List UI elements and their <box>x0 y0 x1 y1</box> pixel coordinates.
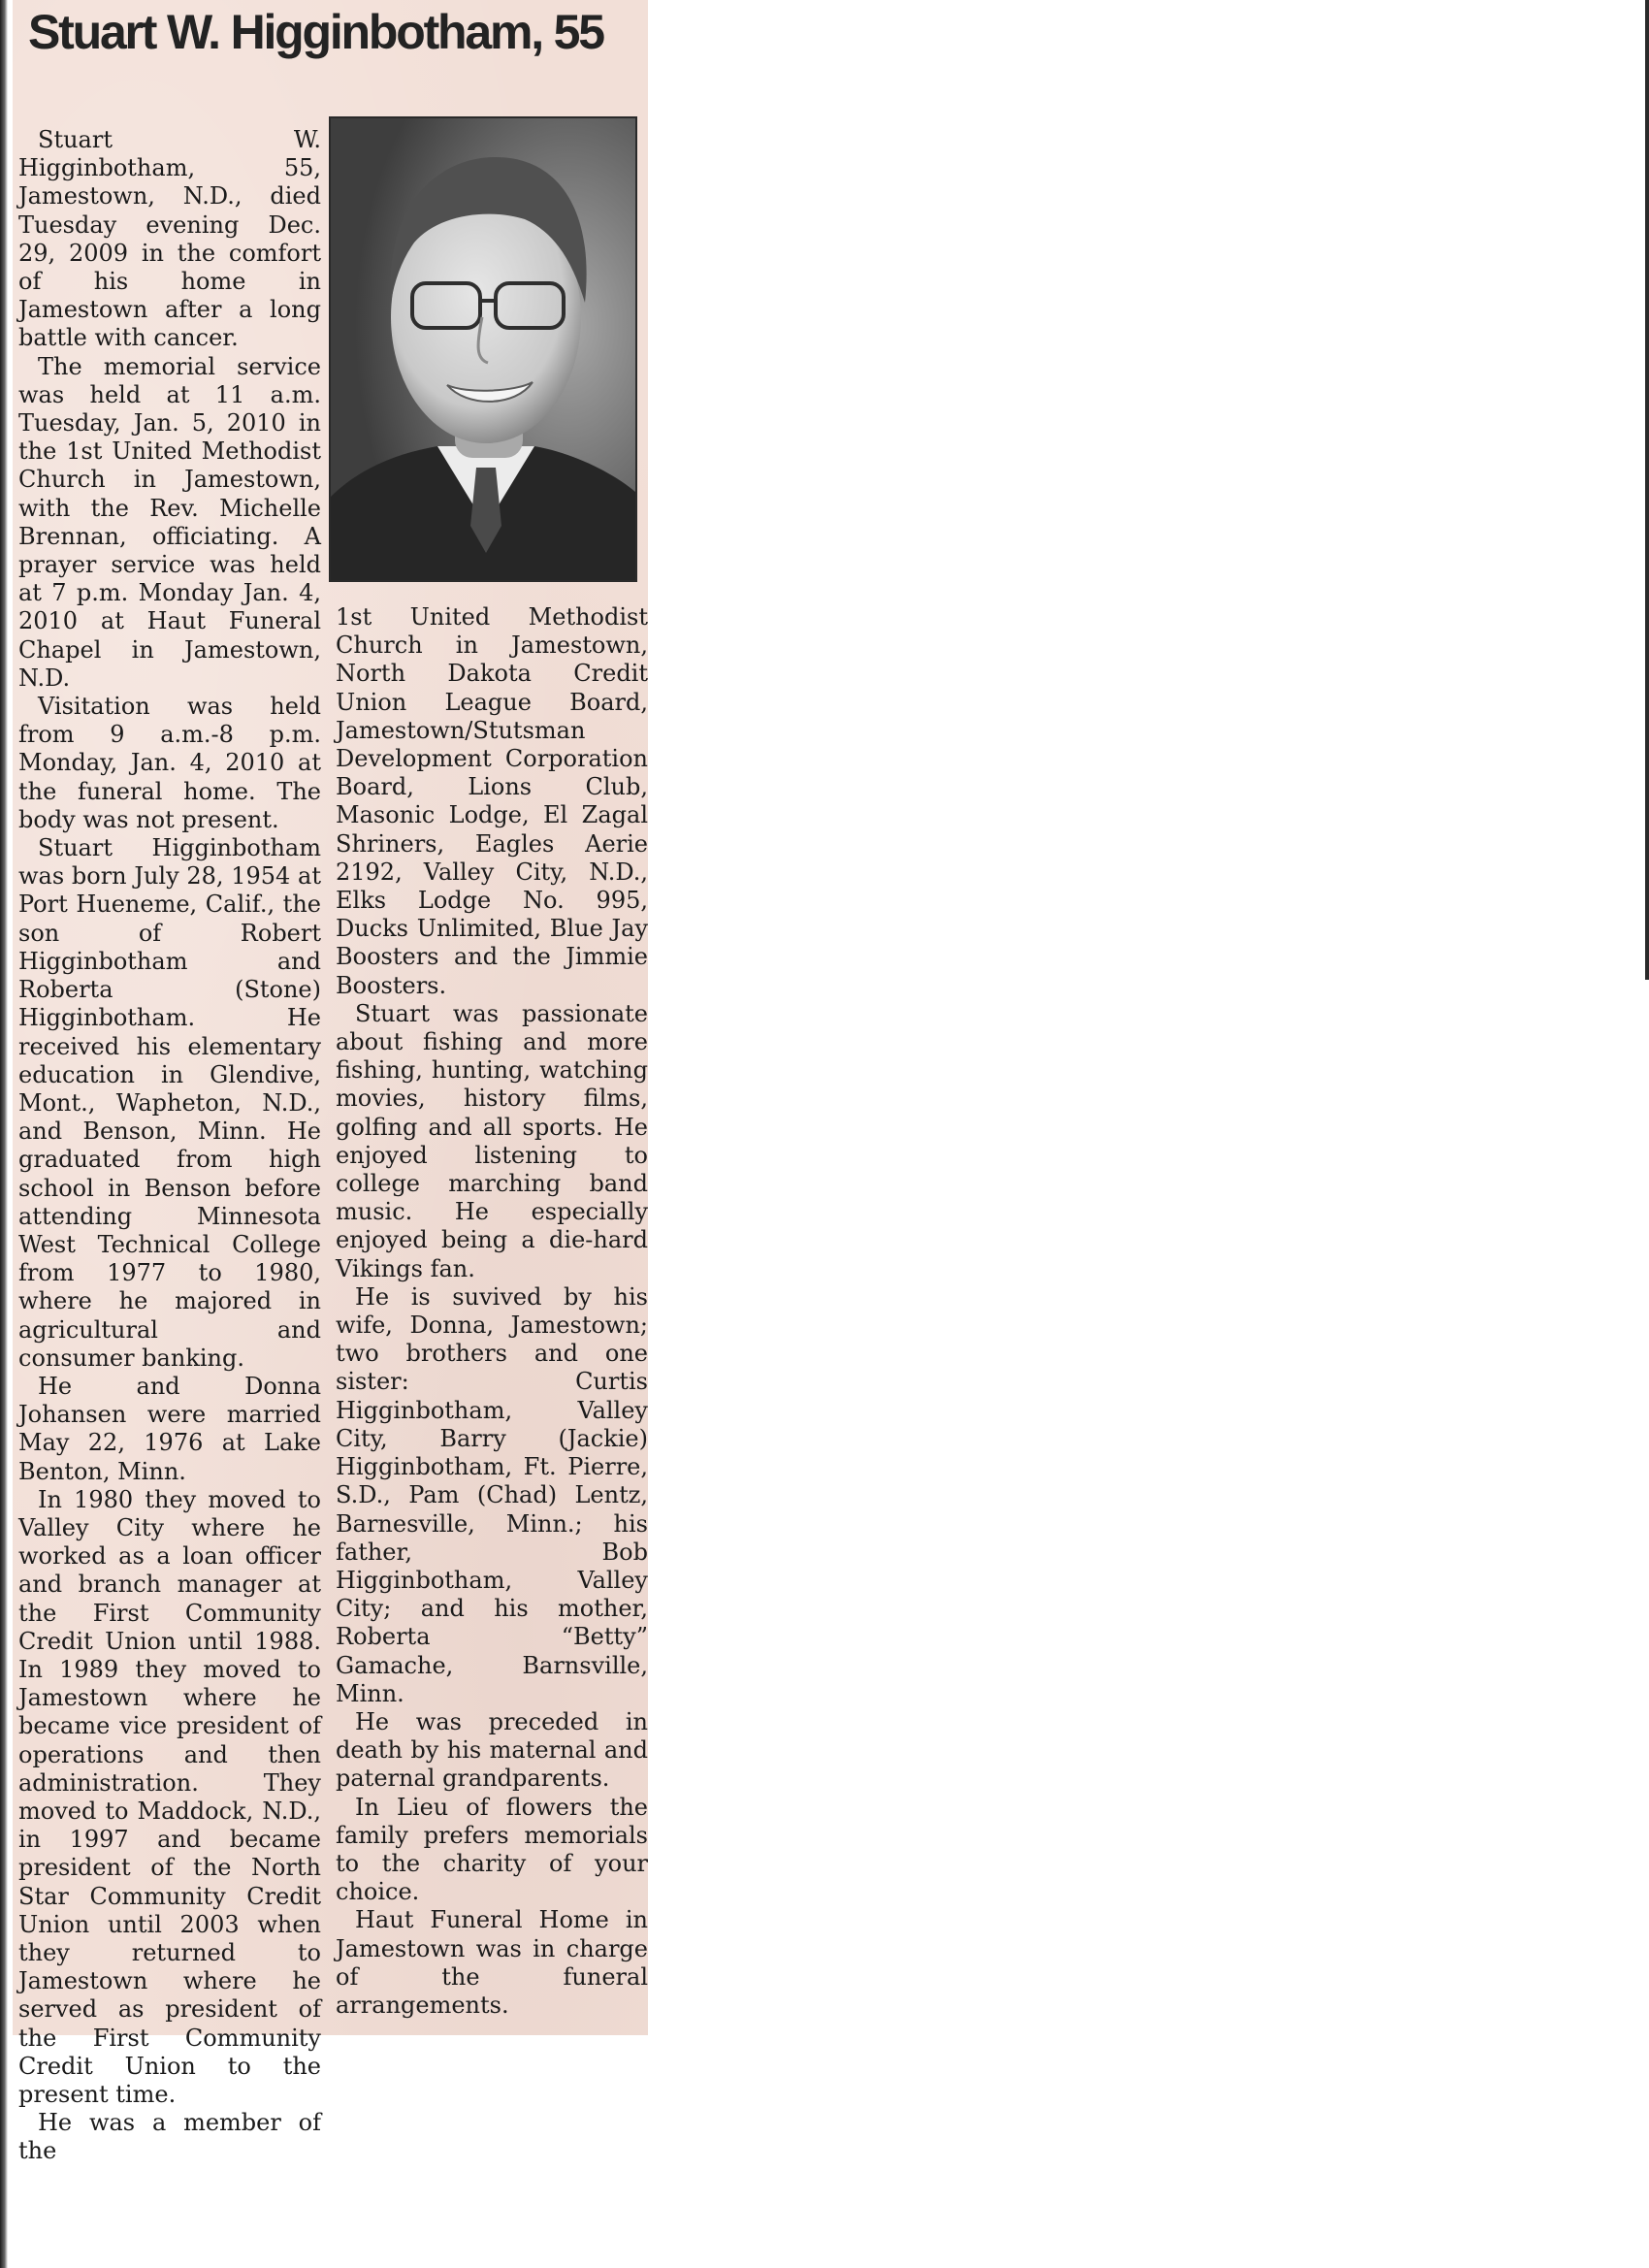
newspaper-clipping <box>13 0 648 2165</box>
obituary-headline: Stuart W. Higginbotham, 55 <box>28 5 603 59</box>
paragraph-preceded: He was preceded in death by his maternal and paternal grandparents. <box>336 1707 648 1793</box>
portrait-image <box>331 118 635 580</box>
paragraph-memorial-service: The memorial service was held at 11 a.m. Tuesday, Jan. 5, 2010 in the 1st United Methodist Church in Jamestown, with the Rev. Michelle Brennan, officiating. A prayer service was held at 7 p.m. Monday Jan. 4, 2010 at Haut Funeral Chapel in Jamestown, N.D. <box>18 352 321 692</box>
paragraph-memorials: In Lieu of flowers the family prefers memorials to the charity of your choice. <box>336 1793 648 1906</box>
paragraph-arrangements: Haut Funeral Home in Jamestown was in charge of the funeral arrangements. <box>336 1906 648 2019</box>
scan-edge-left <box>0 0 8 2268</box>
paragraph-early-life: Stuart Higginbotham was born July 28, 1954 at Port Hueneme, Calif., the son of Robert Higginbotham and Roberta (Stone) Higginbotham. He received his elementary education in Glendive, Mont., Wapheton, N.D., and Benson, Minn. He graduated from high school in Benson before attending Minnesota West Technical College from 1977 to 1980, where he majored in agricultural and consumer banking. <box>18 834 321 1372</box>
paragraph-career: In 1980 they moved to Valley City where he worked as a loan officer and branch manager at the First Community Credit Union until 1988. In 1989 they moved to Jamestown where he became vice president of operations and then administration. They moved to Maddock, N.D., in 1997 and became president of the North Star Community Credit Union until 2003 when they returned to Jamestown where he served as president of the First Community Credit Union to the present time. <box>18 1485 321 2109</box>
right-text-column <box>336 603 648 2020</box>
paragraph-memberships: 1st United Methodist Church in Jamestown, North Dakota Credit Union League Board, Jamestown/Stutsman Development Corporation Board, Lions Club, Masonic Lodge, El Zagal Shriners, Eagles Aerie 2192, Valley City, N.D., Elks Lodge No. 995, Ducks Unlimited, Blue Jay Boosters and the Jimmie Boosters. <box>336 603 648 999</box>
portrait-photo <box>329 116 637 582</box>
scan-edge-right <box>1645 0 1649 980</box>
paragraph-visitation: Visitation was held from 9 a.m.-8 p.m. Monday, Jan. 4, 2010 at the funeral home. The body was not present. <box>18 693 321 833</box>
paragraph-memberships-start: He was a member of the <box>18 2109 321 2165</box>
paragraph-marriage: He and Donna Johansen were married May 22, 1976 at Lake Benton, Minn. <box>18 1372 321 1485</box>
paragraph-hobbies: Stuart was passionate about fishing and more fishing, hunting, watching movies, history films, golfing and all sports. He enjoyed listening to college marching band music. He especially enjoyed being a die-hard Vikings fan. <box>336 999 648 1282</box>
paragraph-survivors: He is suvived by his wife, Donna, Jamestown; two brothers and one sister: Curtis Higginbotham, Valley City, Barry (Jackie) Higginbotham, Ft. Pierre, S.D., Pam (Chad) Lentz, Barnesville, Minn.; his father, Bob Higginbotham, Valley City; and his mother, Roberta “Betty” Gamache, Barnsville, Minn. <box>336 1282 648 1707</box>
left-text-column <box>18 126 321 2166</box>
paragraph-death-notice: Stuart W. Higginbotham, 55, Jamestown, N.D., died Tuesday evening Dec. 29, 2009 in the comfort of his home in Jamestown after a long battle with cancer. <box>18 126 321 352</box>
